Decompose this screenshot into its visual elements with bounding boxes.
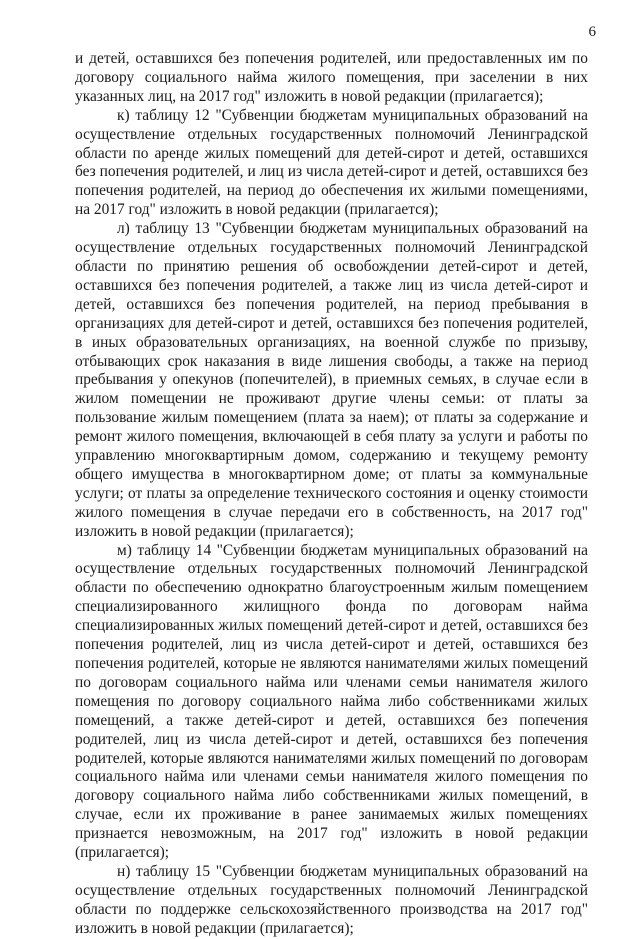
paragraph-item-k: к) таблицу 12 "Субвенции бюджетам муниципальных образований на осуществление отдельных государственных полномочий Ленинградской области по аренде жилых помещений для детей-сирот и детей, оставшихся без попечения родителей, и лиц из числа детей-сирот и детей, оставшихся без попечения родителей, на период до обеспечения их жилыми помещениями, на 2017 год" изложить в новой редакции (прилагается);	[75, 106, 588, 219]
paragraph-item-n: н) таблицу 15 "Субвенции бюджетам муниципальных образований на осуществление отдельных государственных полномочий Ленинградской области по поддержке сельскохозяйственного производства на 2017 год" изложить в новой редакции (прилагается);	[75, 862, 588, 937]
paragraph-continuation: и детей, оставшихся без попечения родителей, или предоставленных им по договору социального найма жилого помещения, при заселении в них указанных лиц, на 2017 год" изложить в новой редакции (прилагается);	[75, 50, 588, 105]
paragraph-item-m: м) таблицу 14 "Субвенции бюджетам муниципальных образований на осуществление отдельных государственных полномочий Ленинградской области по обеспечению однократно благоустроенным жилым помещением специализированного жилищного фонда по договорам найма специализированных жилых помещений детей-сирот и детей, оставшихся без попечения родителей, лиц из числа детей-сирот и детей, оставшихся без попечения родителей, которые не являются нанимателями жилых помещений по договорам социального найма или членами семьи нанимателя жилого помещения по договору социального найма либо собственниками жилых помещений, а также детей-сирот и детей, оставшихся без попечения родителей, лиц из числа детей-сирот и детей, оставшихся без попечения родителей, которые являются нанимателями жилых помещений по договорам социального найма или членами семьи нанимателя жилого помещения по договору социального найма либо собственниками жилых помещений, в случае, если их проживание в ранее занимаемых жилых помещениях признается невозможным, на 2017 год" изложить в новой редакции (прилагается);	[75, 541, 588, 862]
page-number: 6	[588, 24, 596, 40]
paragraph-item-l: л) таблицу 13 "Субвенции бюджетам муниципальных образований на осуществление отдельных государственных полномочий Ленинградской области по принятию решения об освобождении детей-сирот и детей, оставшихся без попечения родителей, а также лиц из числа детей-сирот и детей, оставшихся без попечения родителей, на период пребывания в организациях для детей-сирот и детей, оставшихся без попечения родителей, в иных образовательных организациях, на военной службе по призыву, отбывающих срок наказания в виде лишения свободы, а также на период пребывания у опекунов (попечителей), в приемных семьях, в случае если в жилом помещении не проживают другие члены семьи: от платы за пользование жилым помещением (плата за наем); от платы за содержание и ремонт жилого помещения, включающей в себя плату за услуги и работы по управлению многоквартирным домом, содержанию и текущему ремонту общего имущества в многоквартирном доме; от платы за коммунальные услуги; от платы за определение технического состояния и оценку стоимости жилого помещения в случае передачи его в собственность, на 2017 год" изложить в новой редакции (прилагается);	[75, 220, 588, 540]
document-body	[75, 50, 588, 939]
